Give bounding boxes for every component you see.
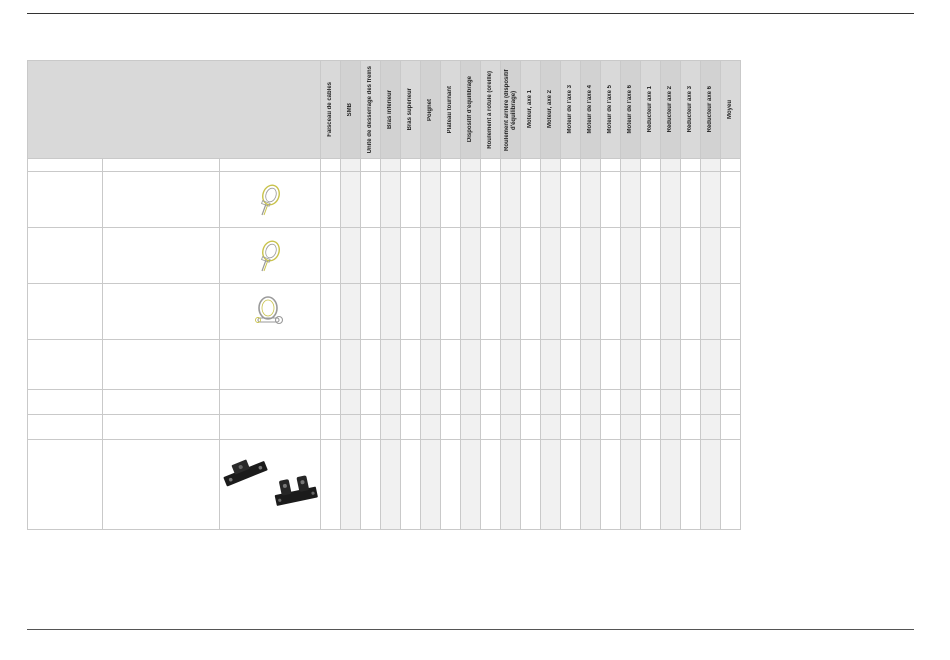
table-row bbox=[28, 159, 741, 172]
matrix-cell bbox=[381, 415, 401, 440]
matrix-cell bbox=[661, 340, 681, 390]
matrix-cell bbox=[621, 415, 641, 440]
matrix-cell bbox=[601, 159, 621, 172]
matrix-cell bbox=[421, 415, 441, 440]
column-header-label: Roulement arrière (dispositif d'équilibrage) bbox=[503, 68, 517, 151]
matrix-cell bbox=[381, 340, 401, 390]
matrix-cell bbox=[361, 159, 381, 172]
matrix-cell bbox=[561, 390, 581, 415]
matrix-cell bbox=[541, 172, 561, 228]
matrix-cell bbox=[461, 159, 481, 172]
table-row bbox=[28, 415, 741, 440]
column-header bbox=[641, 61, 661, 159]
matrix-cell bbox=[581, 159, 601, 172]
matrix-cell bbox=[641, 440, 661, 530]
column-header bbox=[481, 61, 501, 159]
row-image-cell bbox=[220, 284, 321, 340]
matrix-cell bbox=[341, 415, 361, 440]
column-header-label: Faisceau de câbles bbox=[327, 82, 333, 137]
matrix-cell bbox=[521, 172, 541, 228]
matrix-cell bbox=[681, 415, 701, 440]
matrix-cell bbox=[681, 159, 701, 172]
matrix-cell bbox=[361, 284, 381, 340]
matrix-cell bbox=[541, 340, 561, 390]
matrix-cell bbox=[661, 159, 681, 172]
column-header-label: Moteur, axe 2 bbox=[547, 90, 553, 129]
column-header bbox=[341, 61, 361, 159]
row-label-cell bbox=[28, 440, 103, 530]
matrix-cell bbox=[641, 390, 661, 415]
matrix-cell bbox=[381, 284, 401, 340]
matrix-cell bbox=[501, 284, 521, 340]
eye-bolt-icon bbox=[255, 182, 285, 218]
matrix-cell bbox=[681, 172, 701, 228]
row-image-cell bbox=[220, 440, 321, 530]
matrix-cell bbox=[421, 228, 441, 284]
matrix-cell bbox=[721, 228, 741, 284]
matrix-cell bbox=[381, 440, 401, 530]
column-header-label: Plateau tournant bbox=[447, 85, 453, 134]
row-image-cell bbox=[220, 390, 321, 415]
matrix-cell bbox=[521, 390, 541, 415]
column-header-label: Réducteur axe 1 bbox=[647, 86, 653, 133]
column-header bbox=[441, 61, 461, 159]
matrix-cell bbox=[541, 159, 561, 172]
matrix-cell bbox=[721, 340, 741, 390]
matrix-cell bbox=[361, 340, 381, 390]
matrix-cell bbox=[581, 284, 601, 340]
table-row bbox=[28, 390, 741, 415]
matrix-cell bbox=[521, 440, 541, 530]
matrix-cell bbox=[721, 390, 741, 415]
matrix-cell bbox=[621, 440, 641, 530]
column-header-label: Réducteur axe 3 bbox=[687, 86, 693, 133]
table-row bbox=[28, 172, 741, 228]
header-rule bbox=[27, 13, 914, 14]
matrix-cell bbox=[541, 284, 561, 340]
matrix-cell bbox=[441, 390, 461, 415]
matrix-cell bbox=[621, 340, 641, 390]
eye-bolt-icon bbox=[255, 238, 285, 274]
matrix-cell bbox=[521, 415, 541, 440]
column-header bbox=[621, 61, 641, 159]
matrix-cell bbox=[441, 159, 461, 172]
header-blank-cell bbox=[28, 61, 321, 159]
matrix-cell bbox=[581, 228, 601, 284]
matrix-cell bbox=[321, 415, 341, 440]
matrix-cell bbox=[461, 340, 481, 390]
matrix-cell bbox=[701, 340, 721, 390]
matrix-cell bbox=[561, 415, 581, 440]
matrix-cell bbox=[661, 228, 681, 284]
column-header bbox=[721, 61, 741, 159]
footer-rule bbox=[27, 629, 914, 630]
matrix-cell bbox=[421, 172, 441, 228]
matrix-cell bbox=[481, 340, 501, 390]
matrix-cell bbox=[481, 172, 501, 228]
matrix-cell bbox=[321, 228, 341, 284]
header-row bbox=[28, 61, 741, 159]
column-header bbox=[401, 61, 421, 159]
matrix-cell bbox=[401, 228, 421, 284]
matrix-cell bbox=[321, 172, 341, 228]
matrix-cell bbox=[661, 284, 681, 340]
matrix-cell bbox=[581, 390, 601, 415]
matrix-cell bbox=[341, 159, 361, 172]
row-desc-cell bbox=[103, 228, 220, 284]
column-header bbox=[321, 61, 341, 159]
matrix-cell bbox=[721, 159, 741, 172]
matrix-cell bbox=[521, 340, 541, 390]
row-label-cell bbox=[28, 228, 103, 284]
column-header-label: Bras inférieur bbox=[387, 89, 393, 129]
row-label-cell bbox=[28, 159, 103, 172]
matrix-cell bbox=[561, 228, 581, 284]
matrix-cell bbox=[321, 440, 341, 530]
table-row bbox=[28, 340, 741, 390]
matrix-cell bbox=[541, 228, 561, 284]
matrix-cell bbox=[681, 390, 701, 415]
matrix-cell bbox=[321, 340, 341, 390]
matrix-cell bbox=[641, 228, 661, 284]
column-header bbox=[461, 61, 481, 159]
matrix-cell bbox=[341, 228, 361, 284]
row-label-cell bbox=[28, 172, 103, 228]
column-header bbox=[361, 61, 381, 159]
column-header-label: Moteur de l'axe 6 bbox=[627, 85, 633, 134]
matrix-cell bbox=[481, 284, 501, 340]
matrix-cell bbox=[441, 340, 461, 390]
matrix-cell bbox=[421, 284, 441, 340]
column-header-label: Moteur de l'axe 3 bbox=[567, 85, 573, 134]
matrix-cell bbox=[421, 159, 441, 172]
matrix-cell bbox=[541, 415, 561, 440]
matrix-cell bbox=[401, 172, 421, 228]
column-header-label: Poignet bbox=[427, 98, 433, 121]
matrix-cell bbox=[601, 284, 621, 340]
column-header bbox=[581, 61, 601, 159]
matrix-cell bbox=[621, 390, 641, 415]
column-header bbox=[701, 61, 721, 159]
column-header bbox=[541, 61, 561, 159]
matrix-cell bbox=[681, 228, 701, 284]
matrix-cell bbox=[441, 172, 461, 228]
matrix-cell bbox=[621, 172, 641, 228]
matrix-cell bbox=[561, 340, 581, 390]
matrix-cell bbox=[561, 159, 581, 172]
column-header bbox=[561, 61, 581, 159]
row-label-cell bbox=[28, 340, 103, 390]
table-row bbox=[28, 440, 741, 530]
matrix-cell bbox=[321, 284, 341, 340]
matrix-cell bbox=[481, 159, 501, 172]
row-desc-cell bbox=[103, 415, 220, 440]
matrix-cell bbox=[421, 440, 441, 530]
row-desc-cell bbox=[103, 440, 220, 530]
matrix-cell bbox=[601, 390, 621, 415]
matrix-cell bbox=[361, 390, 381, 415]
matrix-cell bbox=[401, 284, 421, 340]
matrix-cell bbox=[641, 284, 661, 340]
matrix-cell bbox=[641, 415, 661, 440]
column-header bbox=[421, 61, 441, 159]
matrix-cell bbox=[421, 390, 441, 415]
row-image-cell bbox=[220, 159, 321, 172]
lifting-brackets-icon bbox=[220, 455, 320, 515]
matrix-cell bbox=[641, 340, 661, 390]
column-header-label: Bras supérieur bbox=[407, 88, 413, 131]
column-header bbox=[681, 61, 701, 159]
matrix-cell bbox=[321, 159, 341, 172]
column-header-label: Dispositif d'équilibrage bbox=[467, 76, 473, 143]
matrix-cell bbox=[481, 228, 501, 284]
matrix-cell bbox=[401, 390, 421, 415]
matrix-cell bbox=[701, 159, 721, 172]
column-header bbox=[501, 61, 521, 159]
matrix-cell bbox=[501, 172, 521, 228]
matrix-cell bbox=[661, 415, 681, 440]
matrix-cell bbox=[401, 415, 421, 440]
column-header-label: Moteur de l'axe 5 bbox=[607, 85, 613, 134]
column-header bbox=[601, 61, 621, 159]
matrix-cell bbox=[521, 284, 541, 340]
matrix-cell bbox=[641, 159, 661, 172]
matrix-cell bbox=[461, 228, 481, 284]
row-desc-cell bbox=[103, 340, 220, 390]
matrix-cell bbox=[441, 284, 461, 340]
matrix-cell bbox=[361, 172, 381, 228]
row-label-cell bbox=[28, 415, 103, 440]
matrix-cell bbox=[381, 172, 401, 228]
matrix-cell bbox=[701, 390, 721, 415]
matrix-cell bbox=[481, 390, 501, 415]
table-row bbox=[28, 284, 741, 340]
row-image-cell bbox=[220, 340, 321, 390]
matrix-cell bbox=[561, 284, 581, 340]
column-header-label: Roulement à rotule (oreille) bbox=[487, 70, 493, 149]
matrix-cell bbox=[361, 415, 381, 440]
matrix-cell bbox=[701, 415, 721, 440]
column-header bbox=[381, 61, 401, 159]
matrix-cell bbox=[401, 440, 421, 530]
matrix-cell bbox=[521, 228, 541, 284]
column-header-label: Moteur, axe 1 bbox=[527, 90, 533, 129]
matrix-cell bbox=[621, 284, 641, 340]
matrix-cell bbox=[581, 440, 601, 530]
matrix-cell bbox=[501, 159, 521, 172]
matrix-cell bbox=[501, 415, 521, 440]
matrix-cell bbox=[521, 159, 541, 172]
matrix-cell bbox=[681, 284, 701, 340]
matrix-cell bbox=[481, 440, 501, 530]
parts-matrix-table bbox=[27, 60, 741, 530]
row-desc-cell bbox=[103, 284, 220, 340]
matrix-cell bbox=[461, 172, 481, 228]
matrix-cell bbox=[341, 284, 361, 340]
matrix-cell bbox=[601, 228, 621, 284]
column-header-label: Unité de desserrage des freins bbox=[367, 65, 373, 154]
matrix-cell bbox=[661, 172, 681, 228]
matrix-cell bbox=[641, 172, 661, 228]
matrix-cell bbox=[541, 390, 561, 415]
matrix-cell bbox=[661, 440, 681, 530]
matrix-cell bbox=[321, 390, 341, 415]
row-image-cell bbox=[220, 415, 321, 440]
matrix-cell bbox=[501, 390, 521, 415]
matrix-cell bbox=[601, 340, 621, 390]
column-header bbox=[521, 61, 541, 159]
column-header-label: SMB bbox=[347, 102, 353, 117]
matrix-cell bbox=[461, 284, 481, 340]
matrix-cell bbox=[581, 415, 601, 440]
matrix-cell bbox=[601, 415, 621, 440]
matrix-cell bbox=[581, 172, 601, 228]
matrix-cell bbox=[341, 440, 361, 530]
matrix-cell bbox=[681, 340, 701, 390]
row-image-cell bbox=[220, 172, 321, 228]
matrix-cell bbox=[721, 440, 741, 530]
matrix-cell bbox=[721, 415, 741, 440]
matrix-cell bbox=[401, 340, 421, 390]
matrix-cell bbox=[701, 440, 721, 530]
matrix-cell bbox=[681, 440, 701, 530]
matrix-cell bbox=[501, 440, 521, 530]
matrix-cell bbox=[461, 390, 481, 415]
matrix-cell bbox=[381, 159, 401, 172]
matrix-cell bbox=[361, 228, 381, 284]
matrix-cell bbox=[701, 228, 721, 284]
column-header-label: Réducteur axe 2 bbox=[667, 86, 673, 133]
matrix-cell bbox=[501, 340, 521, 390]
matrix-cell bbox=[561, 172, 581, 228]
matrix-cell bbox=[541, 440, 561, 530]
matrix-cell bbox=[601, 440, 621, 530]
row-image-cell bbox=[220, 228, 321, 284]
matrix-cell bbox=[601, 172, 621, 228]
column-header bbox=[661, 61, 681, 159]
matrix-cell bbox=[381, 390, 401, 415]
matrix-cell bbox=[701, 284, 721, 340]
matrix-cell bbox=[441, 440, 461, 530]
matrix-cell bbox=[501, 228, 521, 284]
matrix-cell bbox=[721, 172, 741, 228]
matrix-cell bbox=[721, 284, 741, 340]
row-label-cell bbox=[28, 284, 103, 340]
matrix-cell bbox=[441, 415, 461, 440]
matrix-cell bbox=[441, 228, 461, 284]
matrix-cell bbox=[701, 172, 721, 228]
matrix-cell bbox=[561, 440, 581, 530]
row-desc-cell bbox=[103, 390, 220, 415]
matrix-cell bbox=[581, 340, 601, 390]
matrix-cell bbox=[661, 390, 681, 415]
row-desc-cell bbox=[103, 159, 220, 172]
matrix-cell bbox=[621, 228, 641, 284]
row-desc-cell bbox=[103, 172, 220, 228]
matrix-cell bbox=[361, 440, 381, 530]
column-header-label: Réducteur axe 6 bbox=[707, 86, 713, 133]
matrix-cell bbox=[381, 228, 401, 284]
matrix-cell bbox=[341, 340, 361, 390]
matrix-cell bbox=[621, 159, 641, 172]
matrix-cell bbox=[481, 415, 501, 440]
matrix-cell bbox=[401, 159, 421, 172]
matrix-cell bbox=[461, 415, 481, 440]
row-label-cell bbox=[28, 390, 103, 415]
matrix-cell bbox=[341, 390, 361, 415]
matrix-cell bbox=[341, 172, 361, 228]
matrix-cell bbox=[421, 340, 441, 390]
shackle-icon bbox=[253, 294, 287, 330]
matrix-cell bbox=[461, 440, 481, 530]
column-header-label: Moyeu bbox=[727, 99, 733, 119]
table-row bbox=[28, 228, 741, 284]
column-header-label: Moteur de l'axe 4 bbox=[587, 85, 593, 134]
